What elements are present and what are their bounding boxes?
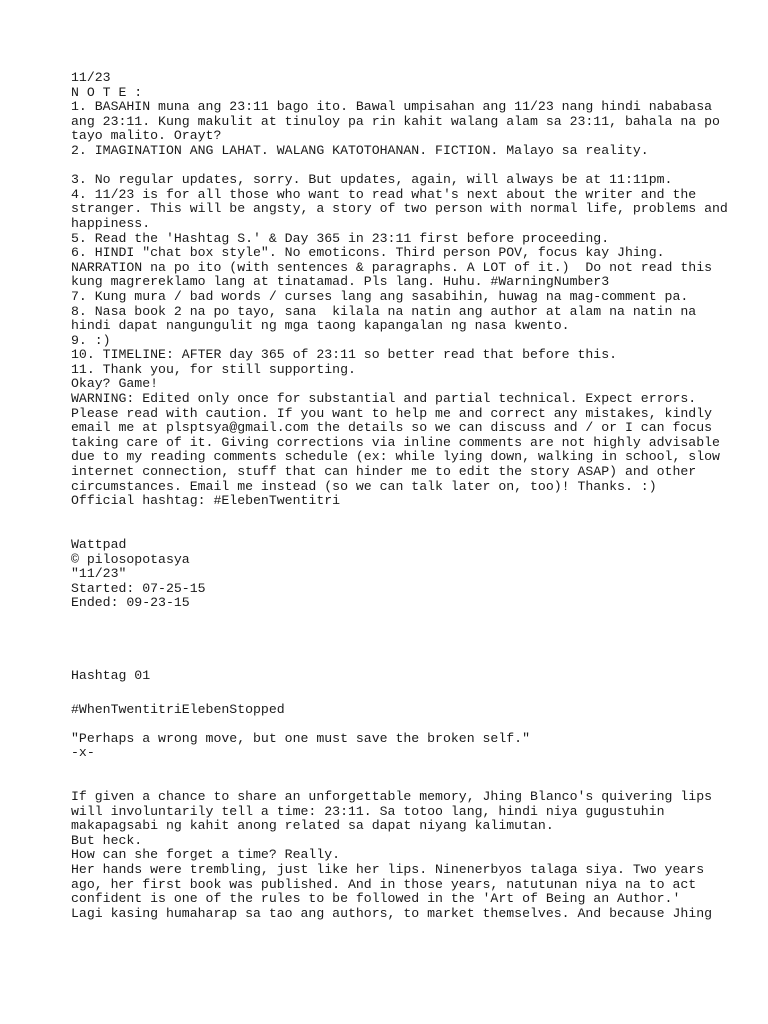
note-line: 11. Thank you, for still supporting. bbox=[71, 361, 356, 377]
spacer bbox=[71, 655, 711, 670]
document-page bbox=[71, 70, 728, 921]
credit-author: © pilosopotasya bbox=[71, 551, 190, 567]
note-line: WARNING: Edited only once for substantial and partial technical. Expect errors. bbox=[71, 391, 697, 407]
story-line: makapagsabi ng kahit anong related sa dapat niyang kalimutan. bbox=[71, 818, 554, 834]
credit-title: "11/23" bbox=[71, 566, 127, 582]
chapter-hashtag: #WhenTwentitriElebenStopped bbox=[71, 701, 285, 717]
notes-block bbox=[71, 99, 728, 509]
note-line: 8. Nasa book 2 na po tayo, sana kilala na natin ang author at alam na natin na bbox=[71, 303, 697, 319]
note-heading: N O T E : bbox=[71, 84, 143, 100]
note-line: 1. BASAHIN muna ang 23:11 bago ito. Bawal umpisahan ang 11/23 nang hindi nababasa bbox=[71, 99, 713, 115]
spacer bbox=[71, 684, 711, 699]
note-line: ang 23:11. Kung makulit at tinuloy pa rin kahit walang alam sa 23:11, bahala na po bbox=[71, 113, 720, 129]
story-line: If given a chance to share an unforgettable memory, Jhing Blanco's quivering lips bbox=[71, 789, 713, 805]
note-line: NARRATION na po ito (with sentences & paragraphs. A LOT of it.) Do not read this bbox=[71, 259, 713, 275]
spacer bbox=[71, 611, 711, 626]
note-line: 6. HINDI "chat box style". No emoticons. Third person POV, focus kay Jhing. bbox=[71, 245, 665, 261]
story-body bbox=[71, 790, 711, 921]
spacer bbox=[71, 761, 711, 776]
note-line: taking care of it. Giving corrections via inline comments are not highly advisable bbox=[71, 434, 720, 450]
note-line: stranger. This will be angsty, a story of two person with normal life, problems and bbox=[71, 201, 728, 217]
note-line: 7. Kung mura / bad words / curses lang ang sasabihin, huwag na mag-comment pa. bbox=[71, 288, 689, 304]
note-line bbox=[71, 159, 711, 174]
note-line: 2. IMAGINATION ANG LAHAT. WALANG KATOTOHANAN. FICTION. Malayo sa reality. bbox=[71, 142, 649, 158]
note-line: email me at plsptsya@gmail.com the details so we can discuss and / or I can focus bbox=[71, 420, 713, 436]
story-line: How can she forget a time? Really. bbox=[71, 847, 341, 863]
story-line: will involuntarily tell a time: 23:11. Sa totoo lang, hindi niya gugustuhin bbox=[71, 803, 665, 819]
story-line: confident is one of the rules to be followed in the 'Art of Being an Author.' bbox=[71, 891, 681, 907]
note-line: happiness. bbox=[71, 215, 151, 231]
note-line: internet connection, stuff that can hinder me to edit the story ASAP) and other bbox=[71, 464, 697, 480]
spacer bbox=[71, 717, 711, 732]
chapter-quote: "Perhaps a wrong move, but one must save the broken self." bbox=[71, 730, 530, 746]
spacer bbox=[71, 626, 711, 641]
story-line: ago, her first book was published. And in those years, natutunan niya na to act bbox=[71, 876, 697, 892]
note-line: Please read with caution. If you want to help me and correct any mistakes, kindly bbox=[71, 405, 713, 421]
chapter-title: Hashtag 01 bbox=[71, 668, 151, 684]
credit-ended: Ended: 09-23-15 bbox=[71, 595, 190, 611]
note-line: tayo malito. Orayt? bbox=[71, 128, 222, 144]
note-line: Okay? Game! bbox=[71, 376, 159, 392]
story-line: But heck. bbox=[71, 832, 143, 848]
note-line: kung magrereklamo lang at tinatamad. Pls lang. Huhu. #WarningNumber3 bbox=[71, 274, 610, 290]
spacer bbox=[71, 776, 711, 791]
note-line: 10. TIMELINE: AFTER day 365 of 23:11 so better read that before this. bbox=[71, 347, 618, 363]
note-line: Official hashtag: #ElebenTwentitri bbox=[71, 493, 341, 509]
note-line: 9. :) bbox=[71, 332, 111, 348]
note-line: 5. Read the 'Hashtag S.' & Day 365 in 23:11 first before proceeding. bbox=[71, 230, 610, 246]
note-line: circumstances. Email me instead (so we can talk later on, too)! Thanks. :) bbox=[71, 478, 657, 494]
spacer bbox=[71, 640, 711, 655]
story-line: Lagi kasing humaharap sa tao ang authors, to market themselves. And because Jhing bbox=[71, 905, 713, 921]
spacer bbox=[71, 509, 711, 524]
note-line: due to my reading comments schedule (ex: while lying down, walking in school, slow bbox=[71, 449, 720, 465]
note-line: 3. No regular updates, sorry. But updates, again, will always be at 11:11pm. bbox=[71, 172, 673, 188]
note-line: 4. 11/23 is for all those who want to read what's next about the writer and the bbox=[71, 186, 697, 202]
spacer bbox=[71, 523, 711, 538]
section-separator: -x- bbox=[71, 745, 95, 761]
document-title: 11/23 bbox=[71, 70, 111, 85]
note-line: hindi dapat nangungulit ng mga taong kapangalan ng nasa kwento. bbox=[71, 318, 570, 334]
credits-block bbox=[71, 538, 711, 611]
credit-platform: Wattpad bbox=[71, 537, 127, 552]
credit-started: Started: 07-25-15 bbox=[71, 580, 206, 596]
story-line: Her hands were trembling, just like her lips. Ninenerbyos talaga siya. Two years bbox=[71, 862, 705, 878]
